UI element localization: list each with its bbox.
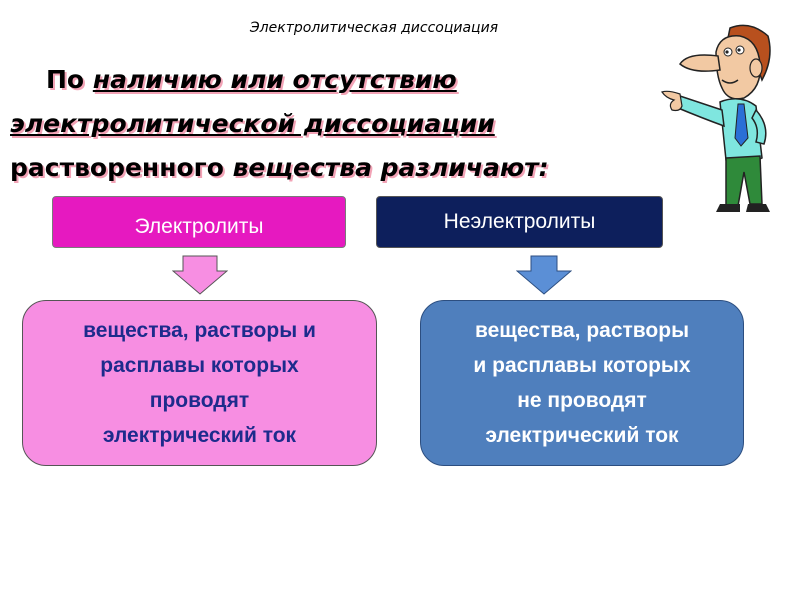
intro-part-2: наличию или отсутствию электролитической диссоциации bbox=[10, 65, 495, 138]
electrolytes-header: Электролиты bbox=[52, 196, 346, 248]
down-arrow-icon bbox=[172, 255, 228, 295]
intro-part-4: вещества различают: bbox=[232, 153, 549, 182]
electrolytes-desc-line: электрический ток bbox=[102, 424, 297, 447]
down-arrow-icon bbox=[516, 255, 572, 295]
nonelectrolytes-desc-line: вещества, растворы bbox=[474, 319, 690, 342]
electrolytes-desc-line: проводят bbox=[149, 389, 250, 412]
nonelectrolytes-desc-line: электрический ток bbox=[485, 424, 679, 447]
nonelectrolytes-description bbox=[420, 300, 744, 466]
nonelectrolytes-desc-line: и расплавы которых bbox=[473, 354, 691, 377]
nonelectrolytes-header: Неэлектролиты bbox=[376, 196, 663, 248]
electrolytes-desc-line: расплавы которых bbox=[100, 354, 299, 377]
pointing-man-icon bbox=[658, 18, 778, 218]
intro-text bbox=[10, 58, 650, 190]
electrolytes-desc-line: вещества, растворы и bbox=[83, 319, 316, 342]
intro-part-1: По bbox=[46, 65, 93, 94]
intro-part-3: растворенного bbox=[10, 153, 233, 182]
slide-title: Электролитическая диссоциация bbox=[249, 20, 499, 36]
nonelectrolytes-desc-line: не проводят bbox=[517, 389, 647, 412]
electrolytes-description bbox=[22, 300, 377, 466]
